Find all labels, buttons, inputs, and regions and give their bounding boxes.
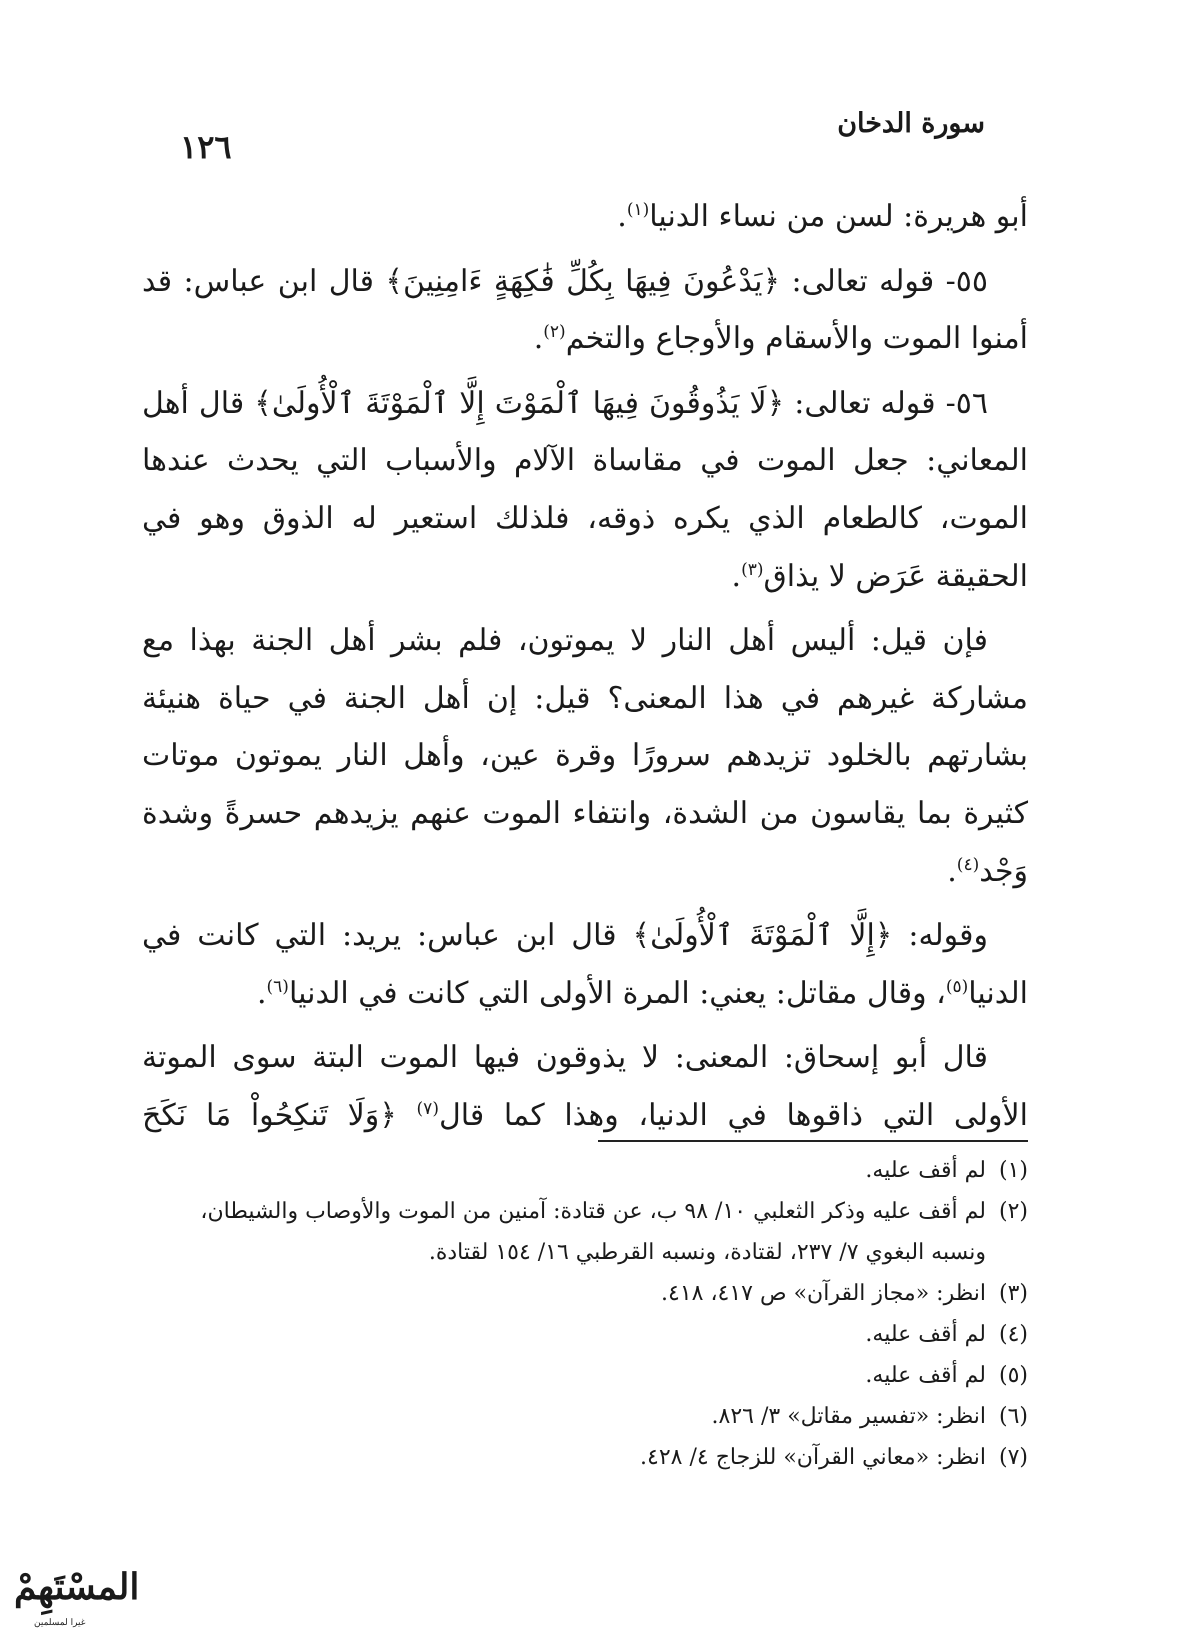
- footnote-ref[interactable]: (٧): [416, 1098, 439, 1119]
- footnote-ref[interactable]: (٥): [945, 976, 969, 997]
- main-text: [142, 188, 1028, 1152]
- footnotes: [142, 1150, 1028, 1478]
- footnote-ref[interactable]: (٤): [956, 854, 980, 875]
- surah-title: سورة الدخان: [837, 108, 985, 139]
- footnote-ref[interactable]: (٦): [266, 976, 289, 997]
- page-header: [180, 108, 985, 168]
- footnote: (٢) لم أقف عليه وذكر الثعلبي ١٠/ ٩٨ ب، عن قتادة: آمنين من الموت والأوصاب والشيطان، ونسبه البغوي ٧/ ٢٣٧، لقتادة، ونسبه القرطبي ١٦/ ١٥٤ لقتادة.: [142, 1191, 1028, 1273]
- paragraph: قال أبو إسحاق: المعنى: لا يذوقون فيها الموت البتة سوى الموتة الأولى التي ذاقوها في الدنيا، وهذا كما قال$^{(٧)}$ ﴿وَلَا تَنكِحُواْ مَا نَكَحَ: [142, 1040, 1028, 1133]
- watermark-logo: [10, 1562, 140, 1642]
- footnote: (٦) انظر: «تفسير مقاتل» ٣/ ٨٢٦.: [142, 1396, 1028, 1437]
- footnote: (٧) انظر: «معاني القرآن» للزجاج ٤/ ٤٢٨.: [142, 1437, 1028, 1478]
- page-number: ١٢٦: [180, 128, 232, 166]
- paragraph: وقوله: ﴿إِلَّا ٱلْمَوْتَةَ ٱلْأُولَىٰ﴾ قال ابن عباس: يريد: التي كانت في الدنيا$^{(٥)}$، وقال مقاتل: يعني: المرة الأولى التي كانت في الدنيا$^{(٦)}$.: [142, 918, 1028, 1011]
- footnote-number: (٣): [998, 1281, 1028, 1306]
- footnote-ref[interactable]: (١): [626, 200, 650, 220]
- footnote-number: (٧): [998, 1445, 1028, 1470]
- footnote: (١) لم أقف عليه.: [142, 1150, 1028, 1191]
- footnote-number: (٥): [998, 1363, 1028, 1388]
- footnote: (٣) انظر: «مجاز القرآن» ص ٤١٧، ٤١٨.: [142, 1273, 1028, 1314]
- footnote: (٤) لم أقف عليه.: [142, 1314, 1028, 1355]
- paragraph: ٥٥- قوله تعالى: ﴿يَدْعُونَ فِيهَا بِكُلِّ فَٰكِهَةٍ ءَامِنِينَ﴾ قال ابن عباس: قد أمنوا الموت والأسقام والأوجاع والتخم$^{(٢)}$.: [142, 263, 1028, 357]
- footnote-number: (٢): [998, 1199, 1028, 1224]
- paragraph: فإن قيل: أليس أهل النار لا يموتون، فلم بشر أهل الجنة بهذا مع مشاركة غيرهم في هذا المعنى؟ قيل: إن أهل الجنة في حياة هنيئة بشارتهم بالخلود تزيدهم سرورًا وقرة عين، وأهل النار يموتون موتات كثيرة بما يقاسون من الشدة، وانتفاء الموت عنهم يزيدهم حسرةً وشدة وَجْد$^{(٤)}$.: [142, 623, 1028, 889]
- paragraph: أبو هريرة: لسن من نساء الدنيا$^{(١)}$.: [617, 199, 1028, 234]
- footnote-number: (١): [998, 1158, 1028, 1183]
- footnote-ref[interactable]: (٣): [741, 559, 764, 580]
- footnote-number: (٤): [998, 1322, 1028, 1347]
- footnote-ref[interactable]: (٢): [543, 322, 566, 343]
- footnote-divider: [598, 1140, 1028, 1142]
- logo-subtitle: غيرا لمسلمين: [34, 1618, 86, 1628]
- footnote: (٥) لم أقف عليه.: [142, 1355, 1028, 1396]
- footnote-number: (٦): [998, 1404, 1028, 1429]
- logo-calligraphy: المسْتَهِمْ: [14, 1566, 140, 1608]
- paragraph: ٥٦- قوله تعالى: ﴿لَا يَذُوقُونَ فِيهَا ٱلْمَوْتَ إِلَّا ٱلْمَوْتَةَ ٱلْأُولَىٰ﴾ قال أهل المعاني: جعل الموت في مقاساة الآلام والأسباب التي يحدث عندها الموت، كالطعام الذي يكره ذوقه، فلذلك استعير له الذوق وهو في الحقيقة عَرَض لا يذاق$^{(٣)}$.: [142, 385, 1028, 594]
